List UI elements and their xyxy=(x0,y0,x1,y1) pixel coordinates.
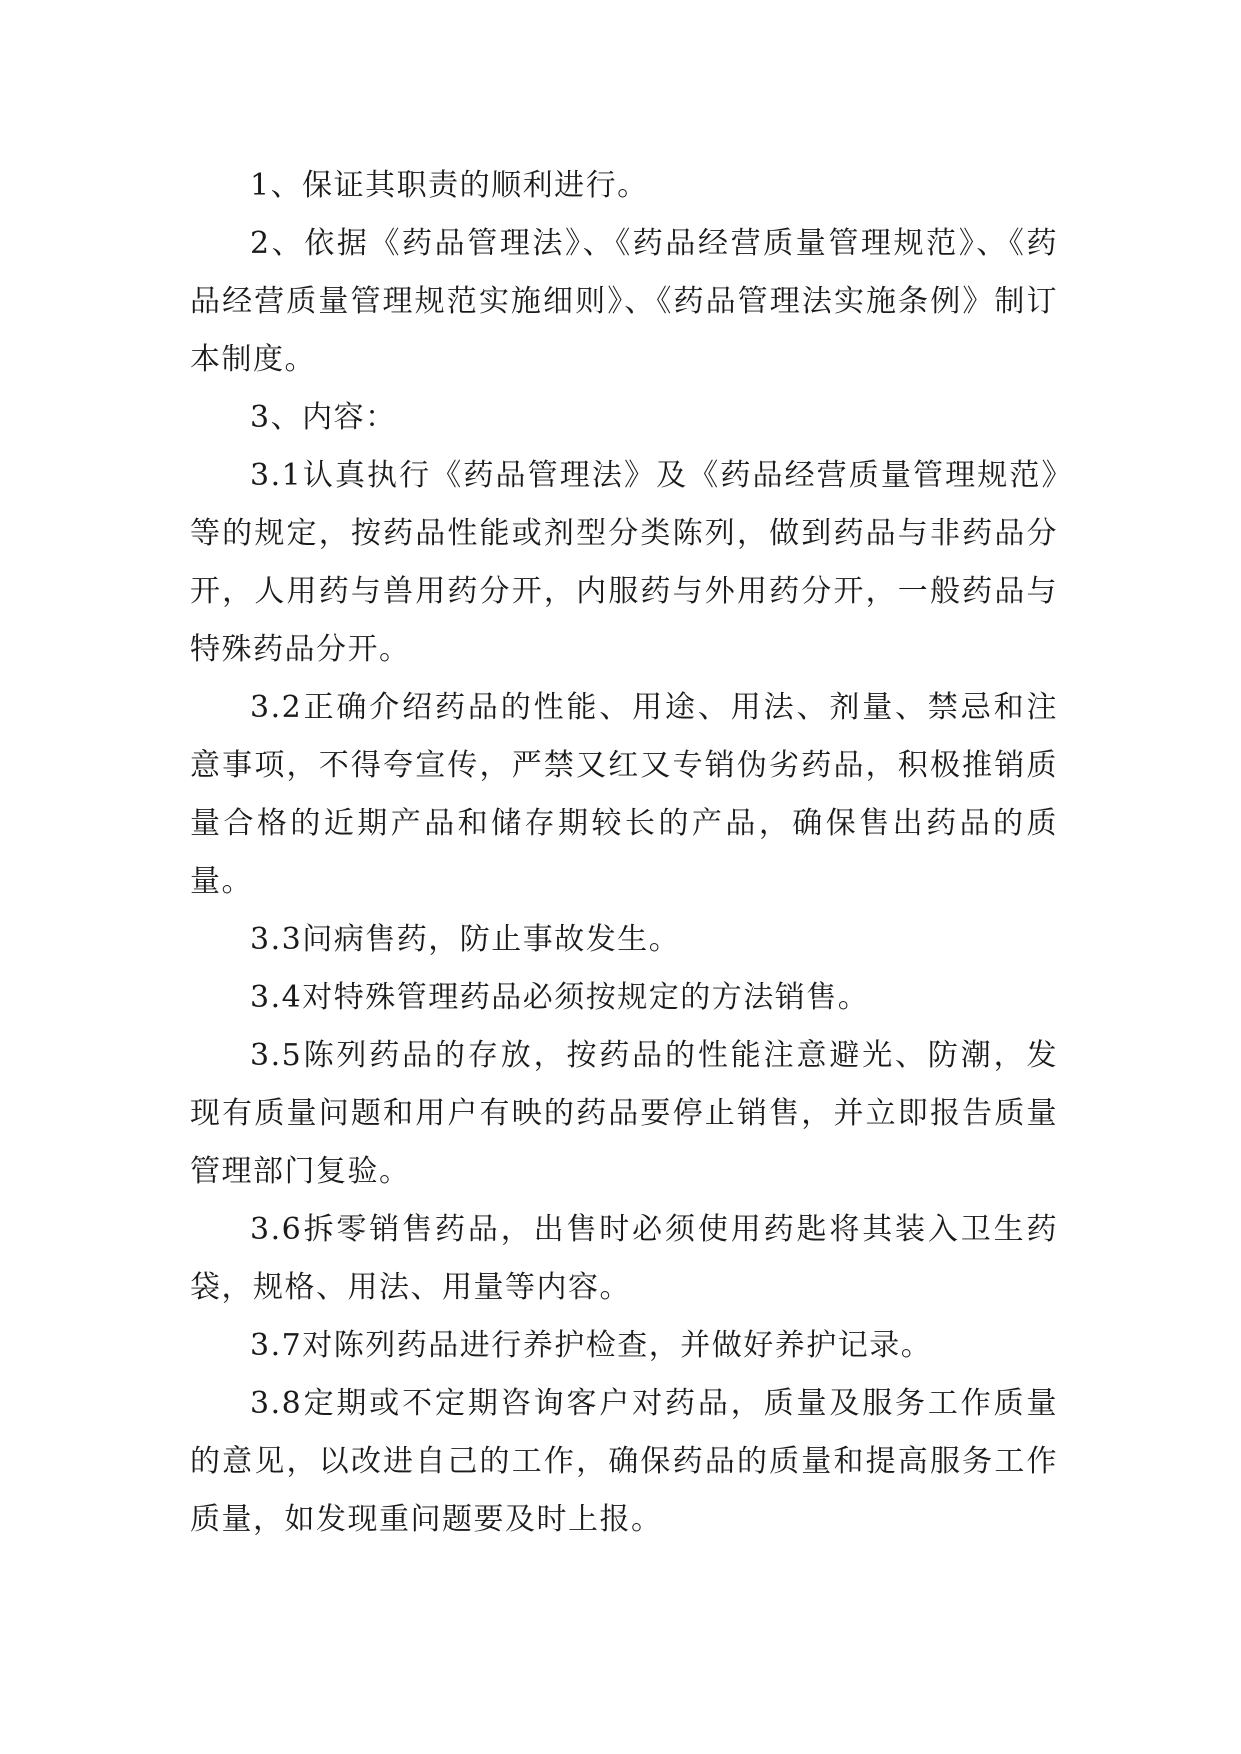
paragraph-3-3: 3.3问病售药，防止事故发生。 xyxy=(250,922,681,957)
paragraph-1: 1、保证其职责的顺利进行。 xyxy=(250,168,649,203)
paragraph-3-8: 3.8定期或不定期咨询客户对药品，质量及服务工作质量的意见，以改进自己的工作，确保药品的质量和提高服务工作质量，如发现重问题要及时上报。 xyxy=(190,1386,1058,1537)
paragraph-3-6: 3.6拆零销售药品，出售时必须使用药匙将其装入卫生药袋，规格、用法、用量等内容。 xyxy=(190,1212,1058,1305)
paragraph-3-1: 3.1认真执行《药品管理法》及《药品经营质量管理规范》等的规定，按药品性能或剂型分类陈列，做到药品与非药品分开，人用药与兽用药分开，内服药与外用药分开，一般药品与特殊药品分开。 xyxy=(190,458,1058,667)
paragraph-2: 2、依据《药品管理法》、《药品经营质量管理规范》、《药品经营质量管理规范实施细则》、《药品管理法实施条例》制订本制度。 xyxy=(190,226,1058,377)
paragraph-3-2: 3.2正确介绍药品的性能、用途、用法、剂量、禁忌和注意事项，不得夸宣传，严禁又红又专销伪劣药品，积极推销质量合格的近期产品和储存期较长的产品，确保售出药品的质量。 xyxy=(190,690,1058,899)
paragraph-3-7: 3.7对陈列药品进行养护检查，并做好养护记录。 xyxy=(250,1328,933,1363)
document-body xyxy=(190,157,1058,1549)
paragraph-3-4: 3.4对特殊管理药品必须按规定的方法销售。 xyxy=(250,980,870,1015)
paragraph-3-5: 3.5陈列药品的存放，按药品的性能注意避光、防潮，发现有质量问题和用户有映的药品要停止销售，并立即报告质量管理部门复验。 xyxy=(190,1038,1058,1189)
paragraph-3: 3、内容： xyxy=(250,400,397,435)
